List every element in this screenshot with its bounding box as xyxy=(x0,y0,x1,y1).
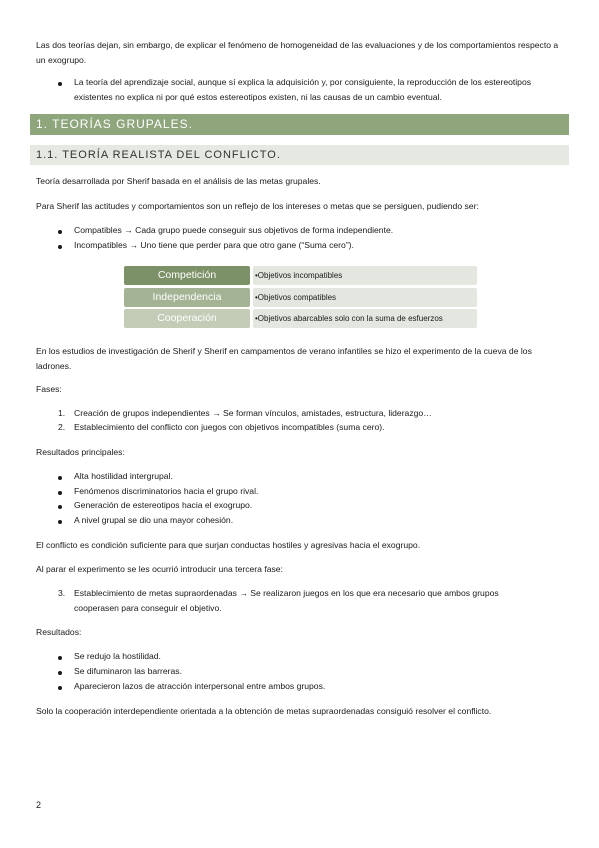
diagram-text-cooperacion: •Objetivos abarcables solo con la suma de esfuerzos xyxy=(253,309,477,328)
paragraph: Solo la cooperación interdependiente orientada a la obtención de metas supraordenadas consiguió resolver el conflicto. xyxy=(36,706,492,716)
paragraph: Al parar el experimento se les ocurrió introducir una tercera fase: xyxy=(36,564,283,574)
resultados-label: Resultados: xyxy=(36,627,82,637)
list-item: Se difuminaron las barreras. xyxy=(74,666,182,676)
list-item: Establecimiento del conflicto con juegos con objetivos incompatibles (suma cero). xyxy=(74,422,385,432)
bullet-dot xyxy=(58,82,62,86)
list-item: Generación de estereotipos hacia el exogrupo. xyxy=(74,500,253,510)
section-heading: 1. TEORÍAS GRUPALES. xyxy=(30,114,569,135)
resultados-label: Resultados principales: xyxy=(36,447,125,457)
list-item: Se redujo la hostilidad. xyxy=(74,651,161,661)
diagram-label-competicion: Competición xyxy=(124,266,250,285)
bullet-dot xyxy=(58,686,62,690)
list-item: Creación de grupos independientes → Se forman vínculos, amistades, estructura, liderazgo… xyxy=(74,408,432,418)
paragraph: El conflicto es condición suficiente para que surjan conductas hostiles y agresivas hacia el exogrupo. xyxy=(36,540,421,550)
list-item: Compatibles → Cada grupo puede conseguir sus objetivos de forma independiente. xyxy=(74,225,394,235)
paragraph: Para Sherif las actitudes y comportamientos son un reflejo de los intereses o metas que se persiguen, pudiendo ser: xyxy=(36,201,479,211)
list-number: 2. xyxy=(58,422,66,432)
diagram-text-competicion: •Objetivos incompatibles xyxy=(253,266,477,285)
page-number: 2 xyxy=(36,800,42,810)
intro-bullet: La teoría del aprendizaje social, aunque sí explica la adquisición y, por consiguiente, la reproducción de los estereotipos existentes no explica ni por qué estos estereotipos existen, ni las causas de un cambio eventual. xyxy=(74,77,532,102)
list-item: Establecimiento de metas supraordenadas → Se realizaron juegos en los que era necesario que ambos grupos cooperasen para conseguir el objetivo. xyxy=(74,588,499,613)
intro-paragraph: Las dos teorías dejan, sin embargo, de explicar el fenómeno de homogeneidad de las evaluaciones y de los comportamientos respecto a un exogrupo. xyxy=(36,40,559,65)
diagram-label-cooperacion: Cooperación xyxy=(124,309,250,328)
bullet-dot xyxy=(58,476,62,480)
list-item: Alta hostilidad intergrupal. xyxy=(74,471,173,481)
list-item: A nivel grupal se dio una mayor cohesión. xyxy=(74,515,234,525)
paragraph: Teoría desarrollada por Sherif basada en el análisis de las metas grupales. xyxy=(36,176,321,186)
list-item: Fenómenos discriminatorios hacia el grupo rival. xyxy=(74,486,259,496)
list-number: 1. xyxy=(58,408,66,418)
bullet-dot xyxy=(58,245,62,249)
subsection-heading: 1.1. TEORÍA REALISTA DEL CONFLICTO. xyxy=(30,145,569,165)
bullet-dot xyxy=(58,505,62,509)
paragraph: En los estudios de investigación de Sherif y Sherif en campamentos de verano infantiles se hizo el experimento de la cueva de los ladrones. xyxy=(36,346,532,371)
fases-label: Fases: xyxy=(36,384,62,394)
bullet-dot xyxy=(58,520,62,524)
bullet-dot xyxy=(58,656,62,660)
bullet-dot xyxy=(58,671,62,675)
list-number: 3. xyxy=(58,588,66,598)
diagram-label-independencia: Independencia xyxy=(124,288,250,307)
bullet-dot xyxy=(58,491,62,495)
list-item: Incompatibles → Uno tiene que perder para que otro gane (“Suma cero”). xyxy=(74,240,354,250)
diagram-text-independencia: •Objetivos compatibles xyxy=(253,288,477,307)
bullet-dot xyxy=(58,230,62,234)
list-item: Aparecieron lazos de atracción interpersonal entre ambos grupos. xyxy=(74,681,326,691)
